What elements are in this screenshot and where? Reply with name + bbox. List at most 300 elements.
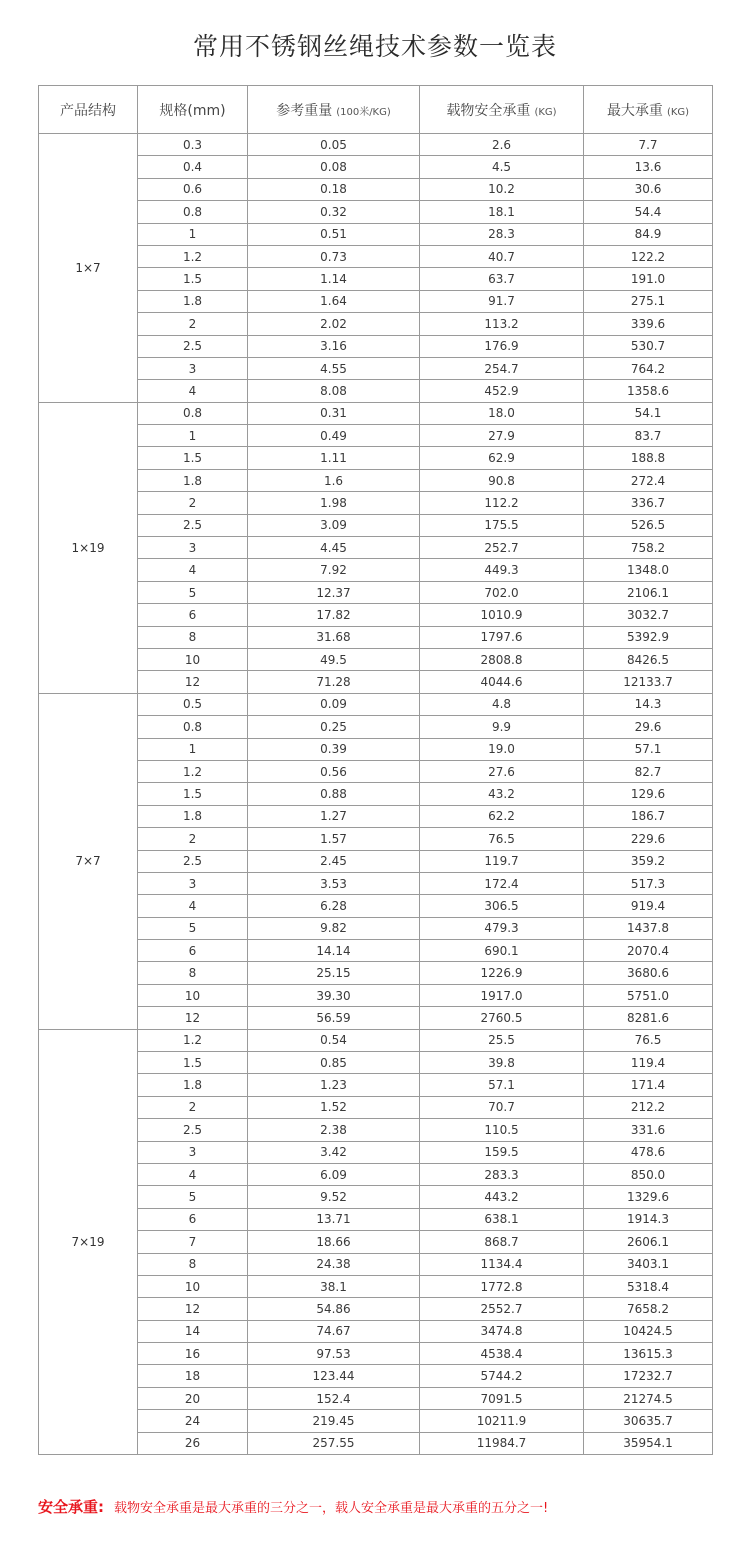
safe-load-cell: 159.5 (420, 1141, 584, 1163)
safe-load-cell: 252.7 (420, 537, 584, 559)
table-row (39, 357, 713, 379)
structure-cell: 7×7 (39, 693, 138, 1029)
safe-load-cell: 10.2 (420, 178, 584, 200)
weight-cell: 3.53 (248, 872, 420, 894)
max-load-cell: 2606.1 (584, 1231, 713, 1253)
safe-load-cell: 113.2 (420, 313, 584, 335)
safe-load-cell: 690.1 (420, 940, 584, 962)
weight-cell: 0.18 (248, 178, 420, 200)
safe-load-cell: 62.9 (420, 447, 584, 469)
spec-cell: 2.5 (138, 335, 248, 357)
max-load-cell: 517.3 (584, 872, 713, 894)
spec-cell: 6 (138, 604, 248, 626)
weight-cell: 2.45 (248, 850, 420, 872)
spec-cell: 5 (138, 1186, 248, 1208)
max-load-cell: 13.6 (584, 156, 713, 178)
safe-load-cell: 452.9 (420, 380, 584, 402)
safe-load-cell: 4.8 (420, 693, 584, 715)
safe-load-cell: 5744.2 (420, 1365, 584, 1387)
spec-cell: 2 (138, 492, 248, 514)
max-load-cell: 17232.7 (584, 1365, 713, 1387)
weight-cell: 25.15 (248, 962, 420, 984)
safe-load-cell: 25.5 (420, 1029, 584, 1051)
safe-load-cell: 43.2 (420, 783, 584, 805)
table-row (39, 648, 713, 670)
table-row (39, 1074, 713, 1096)
safe-load-cell: 1797.6 (420, 626, 584, 648)
max-load-cell: 186.7 (584, 805, 713, 827)
spec-cell: 3 (138, 872, 248, 894)
weight-cell: 31.68 (248, 626, 420, 648)
table-row (39, 514, 713, 536)
safe-load-cell: 3474.8 (420, 1320, 584, 1342)
weight-cell: 97.53 (248, 1343, 420, 1365)
max-load-cell: 10424.5 (584, 1320, 713, 1342)
safe-load-cell: 40.7 (420, 245, 584, 267)
spec-cell: 12 (138, 671, 248, 693)
max-load-cell: 331.6 (584, 1119, 713, 1141)
max-load-cell: 758.2 (584, 537, 713, 559)
table-row (39, 402, 713, 424)
weight-cell: 2.02 (248, 313, 420, 335)
table-row (39, 1052, 713, 1074)
spec-cell: 1 (138, 738, 248, 760)
safe-load-cell: 4.5 (420, 156, 584, 178)
safe-load-cell: 479.3 (420, 917, 584, 939)
table-row (39, 134, 713, 156)
max-load-cell: 2070.4 (584, 940, 713, 962)
max-load-cell: 8281.6 (584, 1007, 713, 1029)
spec-cell: 0.4 (138, 156, 248, 178)
weight-cell: 1.27 (248, 805, 420, 827)
max-load-cell: 530.7 (584, 335, 713, 357)
safe-load-cell: 57.1 (420, 1074, 584, 1096)
safe-load-cell: 39.8 (420, 1052, 584, 1074)
spec-cell: 1.5 (138, 268, 248, 290)
weight-cell: 49.5 (248, 648, 420, 670)
max-load-cell: 57.1 (584, 738, 713, 760)
spec-cell: 0.6 (138, 178, 248, 200)
safe-load-cell: 172.4 (420, 872, 584, 894)
max-load-cell: 336.7 (584, 492, 713, 514)
weight-cell: 1.52 (248, 1096, 420, 1118)
max-load-cell: 1914.3 (584, 1208, 713, 1230)
table-row (39, 917, 713, 939)
weight-cell: 0.49 (248, 425, 420, 447)
max-load-cell: 129.6 (584, 783, 713, 805)
max-load-cell: 1329.6 (584, 1186, 713, 1208)
max-load-cell: 850.0 (584, 1163, 713, 1185)
table-row (39, 156, 713, 178)
safe-load-cell: 176.9 (420, 335, 584, 357)
max-load-cell: 478.6 (584, 1141, 713, 1163)
spec-cell: 12 (138, 1298, 248, 1320)
spec-cell: 0.8 (138, 716, 248, 738)
spec-cell: 10 (138, 1275, 248, 1297)
weight-cell: 219.45 (248, 1410, 420, 1432)
max-load-cell: 122.2 (584, 245, 713, 267)
header-spec: 规格(mm) (138, 86, 248, 134)
max-load-cell: 919.4 (584, 895, 713, 917)
safe-load-cell: 2.6 (420, 134, 584, 156)
weight-cell: 0.32 (248, 201, 420, 223)
spec-cell: 12 (138, 1007, 248, 1029)
weight-cell: 1.98 (248, 492, 420, 514)
spec-cell: 6 (138, 1208, 248, 1230)
spec-cell: 4 (138, 1163, 248, 1185)
header-weight: 参考重量 (100米/KG) (248, 86, 420, 134)
header-structure: 产品结构 (39, 86, 138, 134)
max-load-cell: 54.4 (584, 201, 713, 223)
max-load-cell: 54.1 (584, 402, 713, 424)
spec-cell: 18 (138, 1365, 248, 1387)
structure-cell: 1×19 (39, 402, 138, 693)
weight-cell: 0.39 (248, 738, 420, 760)
table-row (39, 828, 713, 850)
weight-cell: 0.25 (248, 716, 420, 738)
weight-cell: 17.82 (248, 604, 420, 626)
footer-note-block (38, 1497, 728, 1519)
spec-cell: 14 (138, 1320, 248, 1342)
table-row (39, 380, 713, 402)
safe-load-cell: 28.3 (420, 223, 584, 245)
weight-cell: 12.37 (248, 581, 420, 603)
table-header-row (39, 86, 713, 134)
max-load-cell: 171.4 (584, 1074, 713, 1096)
spec-cell: 1.8 (138, 1074, 248, 1096)
safe-load-cell: 1134.4 (420, 1253, 584, 1275)
spec-cell: 10 (138, 648, 248, 670)
weight-cell: 123.44 (248, 1365, 420, 1387)
table-row (39, 447, 713, 469)
table-row (39, 1298, 713, 1320)
safe-load-cell: 112.2 (420, 492, 584, 514)
max-load-cell: 3680.6 (584, 962, 713, 984)
weight-cell: 71.28 (248, 671, 420, 693)
weight-cell: 1.11 (248, 447, 420, 469)
weight-cell: 9.52 (248, 1186, 420, 1208)
table-row (39, 469, 713, 491)
max-load-cell: 2106.1 (584, 581, 713, 603)
safe-load-cell: 27.6 (420, 760, 584, 782)
max-load-cell: 30.6 (584, 178, 713, 200)
table-row (39, 805, 713, 827)
safe-load-cell: 2552.7 (420, 1298, 584, 1320)
weight-cell: 9.82 (248, 917, 420, 939)
table-row (39, 1343, 713, 1365)
table-row (39, 1320, 713, 1342)
spec-cell: 1 (138, 425, 248, 447)
spec-cell: 3 (138, 1141, 248, 1163)
table-row (39, 1253, 713, 1275)
spec-cell: 24 (138, 1410, 248, 1432)
table-row (39, 1186, 713, 1208)
max-load-cell: 1437.8 (584, 917, 713, 939)
spec-cell: 1.8 (138, 805, 248, 827)
weight-cell: 1.23 (248, 1074, 420, 1096)
safe-load-cell: 7091.5 (420, 1387, 584, 1409)
table-row (39, 895, 713, 917)
safe-load-cell: 1772.8 (420, 1275, 584, 1297)
safe-load-cell: 27.9 (420, 425, 584, 447)
weight-cell: 257.55 (248, 1432, 420, 1454)
max-load-cell: 764.2 (584, 357, 713, 379)
weight-cell: 4.55 (248, 357, 420, 379)
weight-cell: 74.67 (248, 1320, 420, 1342)
weight-cell: 18.66 (248, 1231, 420, 1253)
weight-cell: 0.88 (248, 783, 420, 805)
spec-cell: 2.5 (138, 514, 248, 536)
max-load-cell: 30635.7 (584, 1410, 713, 1432)
max-load-cell: 29.6 (584, 716, 713, 738)
safe-load-cell: 76.5 (420, 828, 584, 850)
weight-cell: 1.64 (248, 290, 420, 312)
table-row (39, 760, 713, 782)
safe-load-cell: 18.1 (420, 201, 584, 223)
max-load-cell: 7658.2 (584, 1298, 713, 1320)
spec-cell: 1.8 (138, 469, 248, 491)
spec-cell: 4 (138, 559, 248, 581)
max-load-cell: 272.4 (584, 469, 713, 491)
structure-cell: 7×19 (39, 1029, 138, 1454)
table-row (39, 716, 713, 738)
table-row (39, 693, 713, 715)
table-row (39, 1387, 713, 1409)
table-row (39, 671, 713, 693)
table-row (39, 201, 713, 223)
weight-cell: 1.57 (248, 828, 420, 850)
safe-load-cell: 283.3 (420, 1163, 584, 1185)
safe-load-cell: 868.7 (420, 1231, 584, 1253)
spec-cell: 0.8 (138, 402, 248, 424)
max-load-cell: 5392.9 (584, 626, 713, 648)
weight-cell: 24.38 (248, 1253, 420, 1275)
max-load-cell: 76.5 (584, 1029, 713, 1051)
table-row (39, 537, 713, 559)
weight-cell: 1.14 (248, 268, 420, 290)
spec-cell: 3 (138, 537, 248, 559)
table-row (39, 1141, 713, 1163)
spec-cell: 2.5 (138, 850, 248, 872)
spec-cell: 16 (138, 1343, 248, 1365)
weight-cell: 6.28 (248, 895, 420, 917)
table-row (39, 1208, 713, 1230)
table-row (39, 492, 713, 514)
spec-cell: 8 (138, 626, 248, 648)
max-load-cell: 84.9 (584, 223, 713, 245)
table-row (39, 1029, 713, 1051)
spec-cell: 1.2 (138, 1029, 248, 1051)
spec-cell: 2 (138, 313, 248, 335)
weight-cell: 56.59 (248, 1007, 420, 1029)
safe-load-cell: 63.7 (420, 268, 584, 290)
table-row (39, 1096, 713, 1118)
spec-cell: 1.5 (138, 447, 248, 469)
safe-load-cell: 2808.8 (420, 648, 584, 670)
weight-cell: 4.45 (248, 537, 420, 559)
max-load-cell: 191.0 (584, 268, 713, 290)
weight-cell: 13.71 (248, 1208, 420, 1230)
weight-cell: 3.16 (248, 335, 420, 357)
max-load-cell: 7.7 (584, 134, 713, 156)
weight-cell: 8.08 (248, 380, 420, 402)
table-row (39, 313, 713, 335)
table-row (39, 1007, 713, 1029)
weight-cell: 0.54 (248, 1029, 420, 1051)
safe-load-cell: 4044.6 (420, 671, 584, 693)
max-load-cell: 212.2 (584, 1096, 713, 1118)
max-load-cell: 3032.7 (584, 604, 713, 626)
table-row (39, 962, 713, 984)
spec-cell: 2 (138, 828, 248, 850)
max-load-cell: 3403.1 (584, 1253, 713, 1275)
table-row (39, 872, 713, 894)
spec-cell: 4 (138, 380, 248, 402)
table-row (39, 604, 713, 626)
spec-cell: 7 (138, 1231, 248, 1253)
weight-cell: 2.38 (248, 1119, 420, 1141)
table-row (39, 1275, 713, 1297)
weight-cell: 1.6 (248, 469, 420, 491)
weight-cell: 3.09 (248, 514, 420, 536)
max-load-cell: 82.7 (584, 760, 713, 782)
safe-load-cell: 62.2 (420, 805, 584, 827)
spec-cell: 1.2 (138, 760, 248, 782)
spec-cell: 4 (138, 895, 248, 917)
spec-cell: 1.5 (138, 1052, 248, 1074)
table-row (39, 268, 713, 290)
max-load-cell: 339.6 (584, 313, 713, 335)
max-load-cell: 5751.0 (584, 984, 713, 1006)
table-row (39, 1365, 713, 1387)
max-load-cell: 12133.7 (584, 671, 713, 693)
weight-cell: 0.09 (248, 693, 420, 715)
spec-cell: 10 (138, 984, 248, 1006)
max-load-cell: 359.2 (584, 850, 713, 872)
weight-cell: 0.08 (248, 156, 420, 178)
max-load-cell: 8426.5 (584, 648, 713, 670)
table-row (39, 850, 713, 872)
safe-load-cell: 1226.9 (420, 962, 584, 984)
table-row (39, 738, 713, 760)
safe-load-cell: 119.7 (420, 850, 584, 872)
safe-load-cell: 175.5 (420, 514, 584, 536)
header-max-load: 最大承重 (KG) (584, 86, 713, 134)
spec-cell: 5 (138, 917, 248, 939)
safe-load-cell: 11984.7 (420, 1432, 584, 1454)
spec-cell: 3 (138, 357, 248, 379)
max-load-cell: 13615.3 (584, 1343, 713, 1365)
weight-cell: 3.42 (248, 1141, 420, 1163)
safe-load-cell: 18.0 (420, 402, 584, 424)
spec-cell: 2.5 (138, 1119, 248, 1141)
weight-cell: 39.30 (248, 984, 420, 1006)
max-load-cell: 1358.6 (584, 380, 713, 402)
spec-cell: 20 (138, 1387, 248, 1409)
safe-load-cell: 19.0 (420, 738, 584, 760)
footer-note: 载物安全承重是最大承重的三分之一，载人安全承重是最大承重的五分之一! (114, 1501, 549, 1516)
spec-cell: 0.5 (138, 693, 248, 715)
table-row (39, 783, 713, 805)
max-load-cell: 526.5 (584, 514, 713, 536)
weight-cell: 0.85 (248, 1052, 420, 1074)
header-safe-load: 载物安全承重 (KG) (420, 86, 584, 134)
spec-cell: 1.2 (138, 245, 248, 267)
max-load-cell: 14.3 (584, 693, 713, 715)
spec-cell: 8 (138, 962, 248, 984)
safe-load-cell: 443.2 (420, 1186, 584, 1208)
weight-cell: 38.1 (248, 1275, 420, 1297)
table-row (39, 559, 713, 581)
table-row (39, 178, 713, 200)
max-load-cell: 229.6 (584, 828, 713, 850)
safe-load-cell: 1917.0 (420, 984, 584, 1006)
max-load-cell: 83.7 (584, 425, 713, 447)
safe-load-cell: 638.1 (420, 1208, 584, 1230)
spec-cell: 2 (138, 1096, 248, 1118)
spec-cell: 1.8 (138, 290, 248, 312)
spec-cell: 0.8 (138, 201, 248, 223)
table-row (39, 245, 713, 267)
table-row (39, 984, 713, 1006)
table-row (39, 1432, 713, 1454)
table-row (39, 425, 713, 447)
spec-cell: 1.5 (138, 783, 248, 805)
safe-load-cell: 449.3 (420, 559, 584, 581)
spec-cell: 1 (138, 223, 248, 245)
table-row (39, 581, 713, 603)
weight-cell: 0.31 (248, 402, 420, 424)
spec-cell: 26 (138, 1432, 248, 1454)
safe-load-cell: 110.5 (420, 1119, 584, 1141)
safe-load-cell: 90.8 (420, 469, 584, 491)
table-row (39, 1119, 713, 1141)
weight-cell: 54.86 (248, 1298, 420, 1320)
safe-load-cell: 1010.9 (420, 604, 584, 626)
table-row (39, 1163, 713, 1185)
max-load-cell: 21274.5 (584, 1387, 713, 1409)
table-row (39, 1410, 713, 1432)
spec-table (38, 85, 713, 1455)
weight-cell: 7.92 (248, 559, 420, 581)
safe-load-cell: 306.5 (420, 895, 584, 917)
max-load-cell: 35954.1 (584, 1432, 713, 1454)
safe-load-cell: 2760.5 (420, 1007, 584, 1029)
table-row (39, 335, 713, 357)
page-title: 常用不锈钢丝绳技术参数一览表 (192, 32, 557, 61)
safe-load-cell: 702.0 (420, 581, 584, 603)
max-load-cell: 275.1 (584, 290, 713, 312)
table-row (39, 1231, 713, 1253)
safe-load-cell: 9.9 (420, 716, 584, 738)
safe-load-cell: 91.7 (420, 290, 584, 312)
footer-label: 安全承重: (38, 1498, 104, 1516)
structure-cell: 1×7 (39, 134, 138, 403)
spec-cell: 6 (138, 940, 248, 962)
weight-cell: 0.73 (248, 245, 420, 267)
weight-cell: 152.4 (248, 1387, 420, 1409)
table-row (39, 940, 713, 962)
max-load-cell: 1348.0 (584, 559, 713, 581)
safe-load-cell: 4538.4 (420, 1343, 584, 1365)
table-row (39, 223, 713, 245)
weight-cell: 0.05 (248, 134, 420, 156)
weight-cell: 0.51 (248, 223, 420, 245)
table-row (39, 626, 713, 648)
spec-cell: 0.3 (138, 134, 248, 156)
spec-cell: 8 (138, 1253, 248, 1275)
spec-cell: 5 (138, 581, 248, 603)
